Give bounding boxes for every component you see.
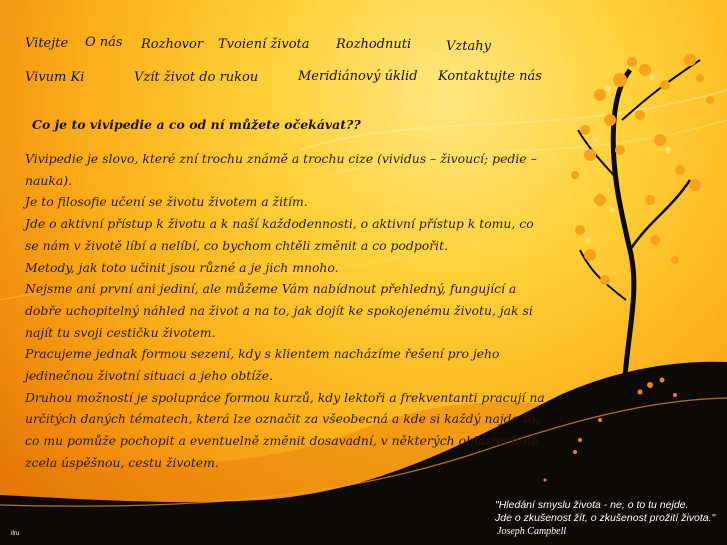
nav-link-kontaktujte-nas[interactable]: Kontaktujte nás	[438, 69, 542, 84]
autumn-leaves	[571, 54, 714, 285]
page-heading: Co je to vivipedie a co od ní můžete očekávat??	[32, 117, 361, 132]
nav-link-tvoreni-zivota[interactable]: Tvoiení života	[218, 37, 310, 52]
paragraph: Druhou možností je spolupráce formou kurzů, kdy lektoři a frekventanti pracují na určitých daných tématech, která lze označit za všeobecná a kde si každý najde to, co mu pomůže pochopit a eventuelně změnit dosavadní, v některých oblastech ne zcela úspěšnou, cestu životem.	[25, 389, 545, 470]
footer-quote	[495, 499, 715, 538]
footer-mark: ifru	[11, 531, 20, 537]
nav-link-vzit-zivot-do-rukou[interactable]: Vzít život do rukou	[134, 70, 259, 85]
paragraph: Jde o aktivní přístup k životu a k naší každodennosti, o aktivní přístup k tomu, co se nám v životě líbí a nelíbí, co bychom chtěli změnit a co podpořit.	[25, 216, 534, 253]
paragraph: Nejsme ani první ani jediní, ale můžeme Vám nabídnout přehledný, fungující a dobře uchopitelný náhled na život a na to, jak dojít ke spokojenému životu, jak si najít tu svoji cestičku životem.	[25, 281, 533, 340]
nav-link-rozhovor[interactable]: Rozhovor	[141, 37, 204, 52]
quote-line: "Hledání smyslu života - ne, o to tu nejde.	[495, 499, 689, 511]
paragraph: Metody, jak toto učinit jsou různé a je jich mnoho.	[25, 259, 339, 275]
nav-link-rozhodnuti[interactable]: Rozhodnuti	[336, 37, 412, 52]
nav-link-vivum-ki[interactable]: Vivum Ki	[25, 70, 85, 85]
nav-link-meridianovy-uklid[interactable]: Meridiánový úklid	[298, 69, 418, 84]
nav-link-vitejte[interactable]: Vitejte	[25, 36, 69, 51]
paragraph: Je to filosofie učení se životu životem a žitím.	[25, 194, 308, 210]
article-body	[25, 148, 545, 474]
quote-line: Jde o zkušenost žít, o zkušenost prožití života."	[495, 512, 716, 524]
paragraph: Pracujeme jednak formou sezení, kdy s klientem nacházíme řešení pro jeho jedinečnou životní situaci a jeho obtíže.	[25, 346, 500, 384]
paragraph: Vivipedie je slovo, které zní trochu známě a trochu cize (vividus – živoucí; pedie – nauka).	[25, 151, 537, 188]
quote-author: Joseph Campbell	[497, 526, 567, 537]
nav-link-o-nas[interactable]: O nás	[85, 35, 123, 50]
nav-link-vztahy[interactable]: Vztahy	[446, 39, 491, 54]
